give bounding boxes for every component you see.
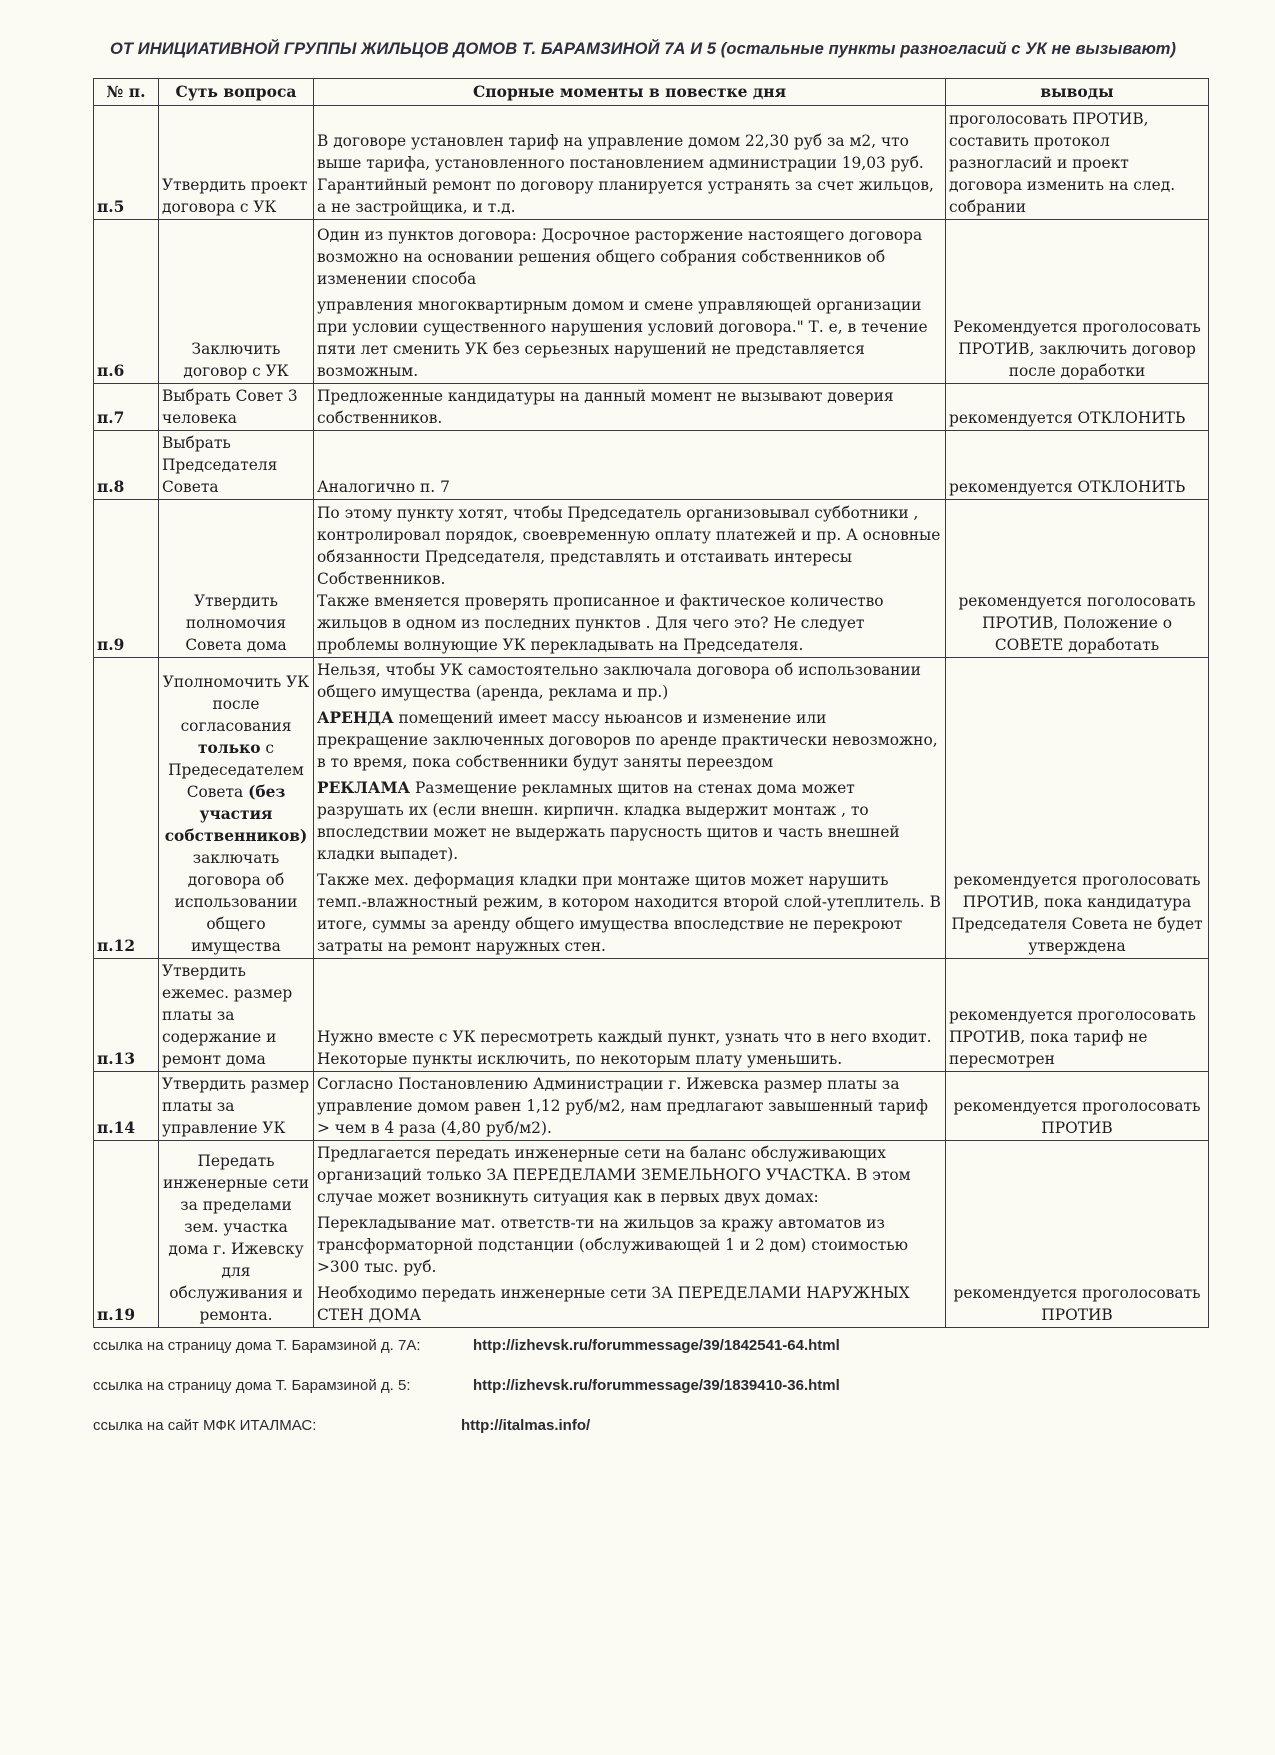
dispute-bold-label: АРЕНДА [317, 709, 394, 727]
row-number: п.7 [94, 384, 159, 431]
table-row [94, 1141, 1209, 1328]
row-conclusion: проголосовать ПРОТИВ, составить протокол разногласий и проект договора изменить на след. собрании [946, 106, 1209, 220]
link-row-7a [93, 1337, 840, 1354]
dispute-text: Предложенные кандидатуры на данный момент не вызывают доверия собственников. [317, 387, 894, 427]
dispute-text: Также вменяется проверять прописанное и фактическое количество жильцов в одном из последних пунктов . Для чего это? Не следует проблемы волнующие УК перекладывать на Председателя. [317, 592, 884, 654]
dispute-text: Размещение рекламных щитов на стенах дома может разрушать их (если внешн. кирпичн. кладка выдержит монтаж , то впоследствии может не выдержать парусность щитов и часть внешней кладки выпадет). [317, 779, 900, 863]
table-row [94, 658, 1209, 959]
link-url-5[interactable]: http://izhevsk.ru/forummessage/39/1839410-36.html [473, 1377, 840, 1394]
dispute-text: Согласно Постановлению Администрации г. Ижевска размер платы за управление домом равен 1,12 руб/м2, нам предлагают завышенный тариф > чем в 4 раза (4,80 руб/м2). [317, 1075, 928, 1137]
issue-bold-text: (без участия собственников) [164, 783, 308, 845]
table-row [94, 500, 1209, 658]
row-number: п.12 [94, 658, 159, 959]
dispute-text: Нужно вместе с УК пересмотреть каждый пункт, узнать что в него входит. Некоторые пункты исключить, по некоторым плату уменьшить. [317, 1028, 932, 1068]
table-row [94, 220, 1209, 384]
dispute-text: По этому пункту хотят, чтобы Председатель организовывал субботники , контролировал порядок, своевременную оплату платежей и пр. А основные обязанности Председателя, представлять и отстаивать интересы Собственников. [317, 504, 941, 588]
dispute-text: управления многоквартирным домом и смене управляющей организации при условии существенного нарушения условий договора." Т. е, в течение пяти лет сменить УК без серьезных нарушений не представляется возможным. [317, 296, 928, 380]
row-issue: Заключить договор с УК [159, 220, 314, 384]
table-row [94, 384, 1209, 431]
row-conclusion: Рекомендуется проголосовать ПРОТИВ, заключить договор после доработки [946, 220, 1209, 384]
row-conclusion: рекомендуется проголосовать ПРОТИВ, пока тариф не пересмотрен [946, 959, 1209, 1072]
row-number: п.5 [94, 106, 159, 220]
table-header-row [94, 79, 1209, 106]
dispute-text: В договоре установлен тариф на управление домом 22,30 руб за м2, что выше тарифа, установленного постановлением администрации 19,03 руб. Гарантийный ремонт по договору планируется устранять за счет жильцов, а не застройщика, и т.д. [317, 132, 934, 216]
row-issue: Утвердить полномочия Совета дома [159, 500, 314, 658]
header-dispute: Спорные моменты в повестке дня [314, 79, 946, 106]
row-issue: Выбрать Председателя Совета [159, 431, 314, 500]
dispute-text: Перекладывание мат. ответств-ти на жильцов за кражу автоматов из трансформаторной подстанции (обслуживающей 1 и 2 дом) стоимостью >300 тыс. руб. [317, 1214, 909, 1276]
issue-text: с Предеседателем Совета [168, 739, 304, 801]
row-issue: Утвердить размер платы за управление УК [159, 1072, 314, 1141]
table-row [94, 1072, 1209, 1141]
row-number: п.13 [94, 959, 159, 1072]
row-issue: Утвердить ежемес. размер платы за содержание и ремонт дома [159, 959, 314, 1072]
table-row [94, 106, 1209, 220]
row-number: п.6 [94, 220, 159, 384]
row-issue [159, 658, 314, 959]
row-dispute [314, 384, 946, 431]
dispute-text: Предлагается передать инженерные сети на баланс обслуживающих организаций только ЗА ПЕРЕДЕЛАМИ ЗЕМЕЛЬНОГО УЧАСТКА. В этом случае может возникнуть ситуация как в первых двух домах: [317, 1144, 911, 1206]
dispute-text: Необходимо передать инженерные сети ЗА ПЕРЕДЕЛАМИ НАРУЖНЫХ СТЕН ДОМА [317, 1284, 910, 1324]
issue-bold-text: только [198, 739, 261, 757]
document-title: ОТ ИНИЦИАТИВНОЙ ГРУППЫ ЖИЛЬЦОВ ДОМОВ Т. БАРАМЗИНОЙ 7А И 5 (остальные пункты разногласий с УК не вызывают) [110, 40, 1177, 58]
row-number: п.9 [94, 500, 159, 658]
header-issue: Суть вопроса [159, 79, 314, 106]
row-conclusion: рекомендуется поголосовать ПРОТИВ, Положение о СОВЕТЕ доработать [946, 500, 1209, 658]
row-issue: Выбрать Совет 3 человека [159, 384, 314, 431]
dispute-text: Один из пунктов договора: Досрочное расторжение настоящего договора возможно на основании решения общего собрания собственников об изменении способа [317, 226, 923, 288]
row-issue: Утвердить проект договора с УК [159, 106, 314, 220]
row-number: п.8 [94, 431, 159, 500]
row-conclusion: рекомендуется проголосовать ПРОТИВ [946, 1141, 1209, 1328]
row-dispute [314, 431, 946, 500]
row-number: п.14 [94, 1072, 159, 1141]
row-issue: Передать инженерные сети за пределами зем. участка дома г. Ижевску для обслуживания и ремонта. [159, 1141, 314, 1328]
link-url-7a[interactable]: http://izhevsk.ru/forummessage/39/1842541-64.html [473, 1337, 840, 1354]
table-row [94, 959, 1209, 1072]
row-conclusion: рекомендуется проголосовать ПРОТИВ [946, 1072, 1209, 1141]
dispute-paragraph [317, 707, 942, 773]
issue-text: заключать договора об использовании общего имущества [174, 849, 298, 955]
row-conclusion: рекомендуется проголосовать ПРОТИВ, пока кандидатура Председателя Совета не будет утверждена [946, 658, 1209, 959]
issue-text: Уполномочить УК после согласования [162, 673, 310, 735]
header-conclusion: выводы [946, 79, 1209, 106]
header-number: № п. [94, 79, 159, 106]
row-dispute [314, 106, 946, 220]
row-conclusion: рекомендуется ОТКЛОНИТЬ [946, 384, 1209, 431]
dispute-paragraph [317, 777, 942, 865]
link-label: ссылка на страницу дома Т. Барамзиной д. 5: [93, 1377, 411, 1394]
table-row [94, 431, 1209, 500]
dispute-text: Нельзя, чтобы УК самостоятельно заключала договора об использовании общего имущества (аренда, реклама и пр.) [317, 661, 921, 701]
link-label: ссылка на страницу дома Т. Барамзиной д. 7А: [93, 1337, 421, 1354]
row-dispute [314, 658, 946, 959]
dispute-text: помещений имеет массу ньюансов и изменение или прекращение заключенных договоров по аренде практически невозможно, в то время, пока собственники будут заняты переездом [317, 709, 938, 771]
disagreements-table [93, 78, 1209, 1328]
row-dispute [314, 1141, 946, 1328]
row-number: п.19 [94, 1141, 159, 1328]
dispute-text: Аналогично п. 7 [317, 478, 450, 496]
link-row-5 [93, 1377, 840, 1394]
row-dispute [314, 220, 946, 384]
link-row-italmas [93, 1417, 591, 1434]
dispute-bold-label: РЕКЛАМА [317, 779, 411, 797]
row-dispute [314, 1072, 946, 1141]
row-conclusion: рекомендуется ОТКЛОНИТЬ [946, 431, 1209, 500]
dispute-text: Также мех. деформация кладки при монтаже щитов может нарушить темп.-влажностный режим, в котором находится второй слой-утеплитель. В итоге, суммы за аренду общего имущества впоследствие не перекроют затраты на ремонт наружных стен. [317, 871, 941, 955]
link-url-italmas[interactable]: http://italmas.info/ [461, 1417, 591, 1434]
row-dispute [314, 959, 946, 1072]
row-dispute [314, 500, 946, 658]
link-label: ссылка на сайт МФК ИТАЛМАС: [93, 1417, 317, 1434]
